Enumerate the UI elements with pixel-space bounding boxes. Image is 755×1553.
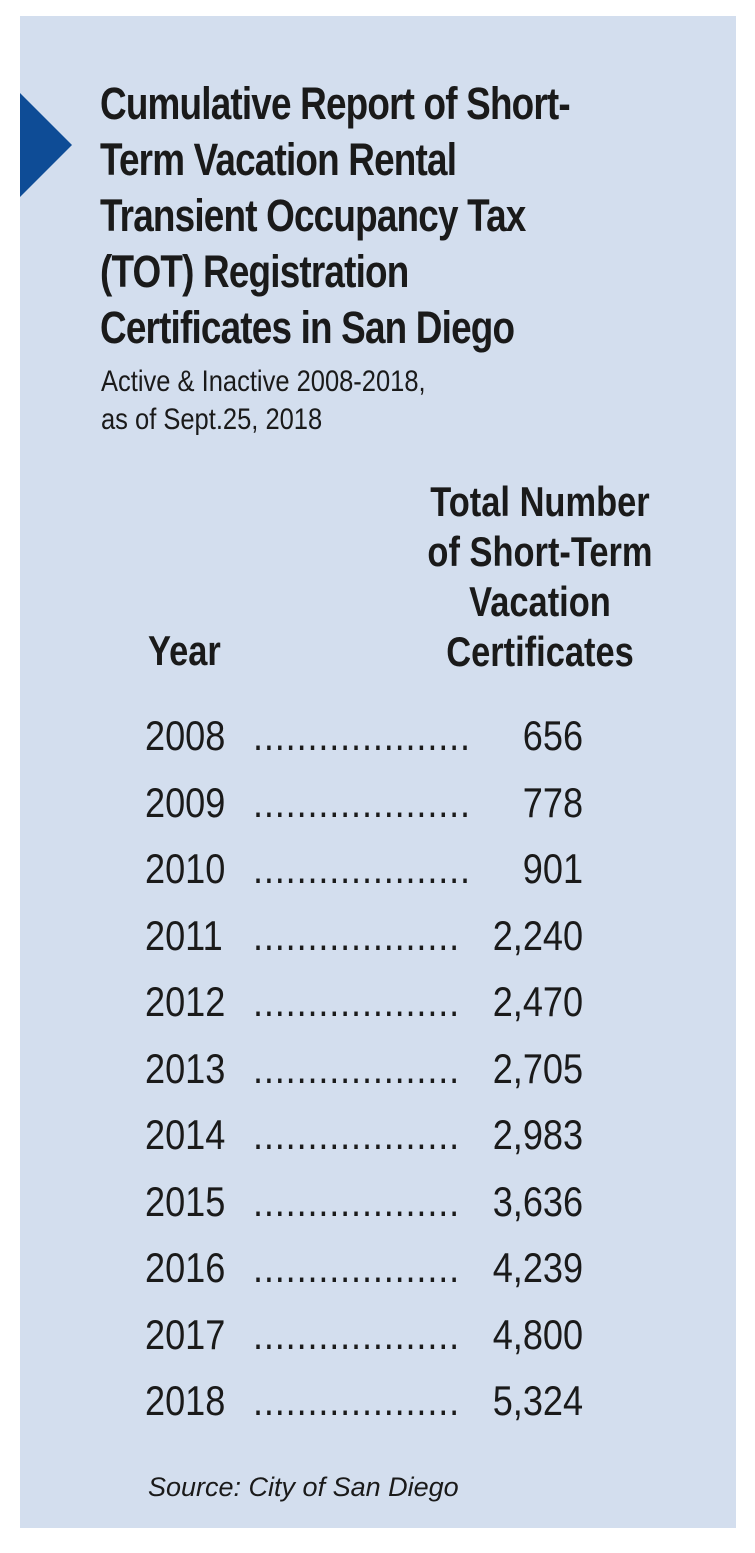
table-row bbox=[145, 1041, 595, 1108]
dot-leader: ................... bbox=[253, 1310, 461, 1358]
title-line: (TOT) Registration bbox=[100, 246, 409, 297]
row-year: 2017 bbox=[145, 1310, 226, 1358]
dot-leader: .................... bbox=[253, 845, 471, 892]
dot-leader: ................... bbox=[253, 1244, 461, 1291]
row-value: 901 bbox=[522, 845, 583, 892]
subtitle-line: Active & Inactive 2008-2018, bbox=[101, 365, 426, 398]
row-year: 2014 bbox=[145, 1111, 226, 1158]
column-header-line: Certificates bbox=[446, 628, 634, 675]
title-line: Certificates in San Diego bbox=[100, 302, 515, 353]
table-row bbox=[145, 1240, 595, 1307]
row-value: 656 bbox=[522, 712, 583, 759]
row-value: 2,240 bbox=[492, 911, 583, 959]
column-header-line: Vacation bbox=[469, 578, 611, 625]
dot-leader: ................... bbox=[253, 1044, 461, 1092]
dot-leader: ................... bbox=[253, 1377, 461, 1424]
dot-leader: ................... bbox=[253, 911, 461, 959]
title-line: Cumulative Report of Short- bbox=[100, 78, 570, 129]
column-header-line: Total Number bbox=[430, 478, 650, 525]
row-year: 2012 bbox=[145, 978, 226, 1025]
row-value: 5,324 bbox=[492, 1377, 583, 1424]
row-year: 2013 bbox=[145, 1044, 226, 1092]
title-line: Term Vacation Rental bbox=[100, 134, 457, 185]
chart-title bbox=[100, 76, 617, 356]
table-row bbox=[145, 841, 595, 908]
table-row bbox=[145, 1174, 595, 1241]
row-year: 2018 bbox=[145, 1377, 226, 1424]
row-value: 4,800 bbox=[492, 1310, 583, 1358]
table-row bbox=[145, 708, 595, 775]
data-table-rows bbox=[145, 708, 595, 1440]
table-row bbox=[145, 974, 595, 1041]
table-row bbox=[145, 775, 595, 842]
table-row bbox=[145, 908, 595, 975]
dot-leader: ................... bbox=[253, 1177, 461, 1225]
row-year: 2009 bbox=[145, 778, 226, 826]
dot-leader: .................... bbox=[253, 778, 471, 826]
chart-subtitle bbox=[101, 363, 426, 439]
subtitle-line: as of Sept.25, 2018 bbox=[101, 403, 323, 436]
title-line: Transient Occupancy Tax bbox=[100, 190, 526, 241]
column-header-year: Year bbox=[148, 627, 221, 674]
row-year: 2015 bbox=[145, 1177, 226, 1225]
row-value: 4,239 bbox=[492, 1244, 583, 1291]
dot-leader: ................... bbox=[253, 1111, 461, 1158]
row-year: 2011 bbox=[145, 911, 223, 959]
row-value: 3,636 bbox=[492, 1177, 583, 1225]
row-value: 2,983 bbox=[492, 1111, 583, 1158]
column-header-line: of Short-Term bbox=[427, 528, 653, 575]
table-row bbox=[145, 1307, 595, 1374]
row-year: 2010 bbox=[145, 845, 226, 892]
column-header-certificates bbox=[409, 477, 671, 677]
table-row bbox=[145, 1373, 595, 1440]
row-year: 2008 bbox=[145, 712, 226, 759]
dot-leader: .................... bbox=[253, 712, 471, 759]
row-value: 2,470 bbox=[492, 978, 583, 1025]
row-value: 2,705 bbox=[492, 1044, 583, 1092]
row-value: 778 bbox=[522, 778, 583, 826]
table-row bbox=[145, 1107, 595, 1174]
source-note: Source: City of San Diego bbox=[148, 1472, 459, 1502]
dot-leader: ................... bbox=[253, 978, 461, 1025]
triangle-marker-icon bbox=[20, 93, 72, 197]
row-year: 2016 bbox=[145, 1244, 226, 1291]
